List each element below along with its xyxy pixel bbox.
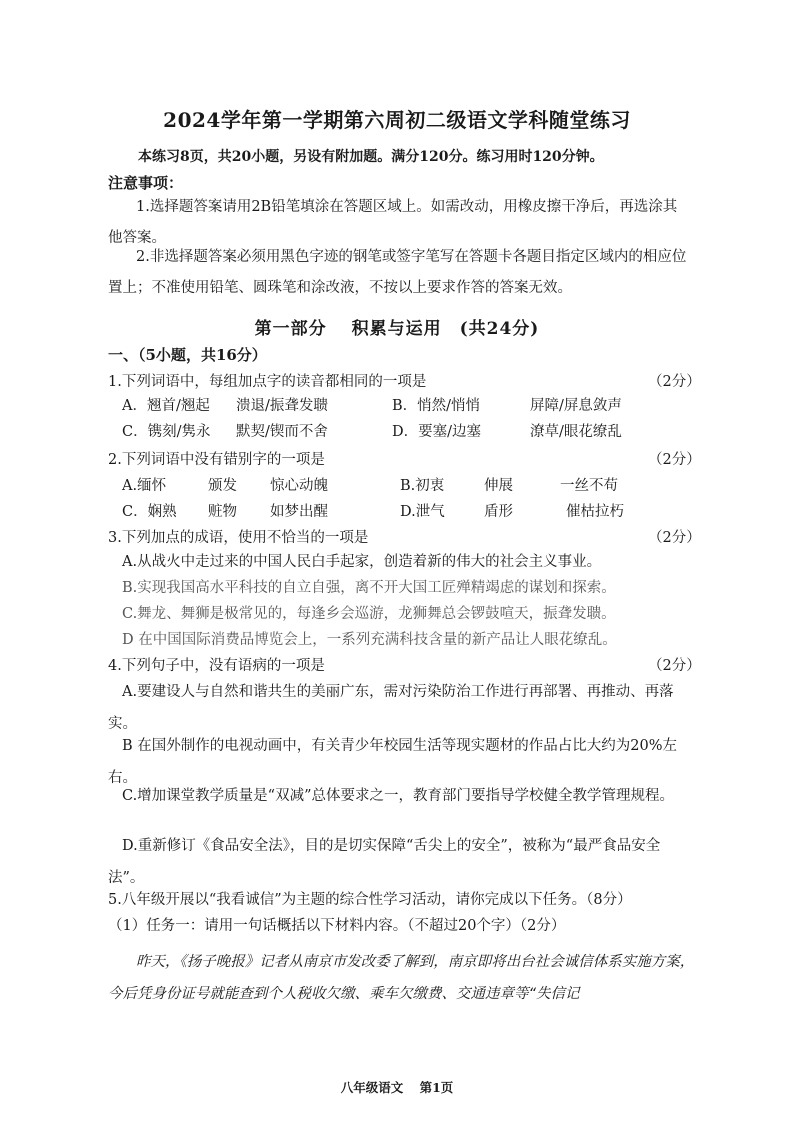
q2-option-c-word2: 赃物 [208, 504, 237, 520]
q4-option-b: B 在国外制作的电视动画中，有关青少年校园生活等现实题材的作品占比大约为20%左右。 [108, 738, 677, 786]
q2-option-b-word3: 一丝不苟 [560, 478, 618, 494]
q4-option-d: D.重新修订《食品安全法》，目的是切实保障“舌尖上的安全”，被称为“最严食品安全法”。 [108, 838, 661, 886]
q1-option-b-word2: 屏障/屏息敛声 [530, 398, 622, 414]
q3-option-b: B.实现我国高水平科技的自立自强，离不开大国工匠殚精竭虑的谋划和探索。 [122, 580, 616, 596]
q2-option-c-word1: C．娴熟 [122, 504, 177, 520]
q3-option-c: C.舞龙、舞狮是极常见的，每逢乡会巡游，龙狮舞总会锣鼓喧天，振聋发聩。 [122, 606, 616, 622]
part-title: 第一部分 积累与运用 (共24分) [254, 319, 540, 339]
q1-option-a-word1: A．翘首/翘起 [122, 398, 210, 414]
rule-1: 1.选择题答案请用2B铅笔填涂在答题区域上。如需改动，用橡皮擦干净后，再选涂其他答案。 [108, 199, 678, 246]
q2-option-a-word1: A.缅怀 [122, 478, 167, 494]
question-2-stem: 2.下列词语中没有错别字的一项是 [108, 452, 325, 468]
question-3-points: （2分） [648, 530, 701, 546]
q1-option-c-word1: C．镌刻/隽永 [122, 424, 211, 440]
q1-option-d-word2: 潦草/眼花缭乱 [530, 424, 622, 440]
q2-option-a-word3: 惊心动魄 [270, 478, 328, 494]
question-3-stem: 3.下列加点的成语，使用不恰当的一项是 [108, 530, 369, 546]
q4-option-a: A.要建设人与自然和谐共生的美丽广东，需对污染防治工作进行再部署、再推动、再落实。 [108, 684, 674, 732]
page-title: 2024学年第一学期第六周初二级语文学科随堂练习 [163, 108, 631, 132]
rule-2: 2.非选择题答案必须用黑色字迹的钢笔或签字笔写在答题卡各题目指定区域内的相应位置上；不准使用铅笔、圆珠笔和涂改液，不按以上要求作答的答案无效。 [108, 249, 687, 296]
question-4-points: （2分） [648, 658, 701, 674]
q2-option-d-word2: 盾形 [484, 504, 513, 520]
material-passage: 昨天，《扬子晚报》记者从南京市发改委了解到，南京即将出台社会诚信体系实施方案，今后凭身份证号就能查到个人税收欠缴、乘车欠缴费、交通违章等“失信记 [108, 954, 695, 1002]
q3-option-d: D 在中国国际消费品博览会上，一系列充满科技含量的新产品让人眼花缭乱。 [122, 632, 617, 648]
question-1-points: （2分） [648, 374, 701, 390]
question-4-stem: 4.下列句子中，没有语病的一项是 [108, 658, 325, 674]
q4-option-c: C.增加课堂教学质量是“双减”总体要求之一，教育部门要指导学校健全教学管理规程。 [122, 788, 675, 804]
question-5-task-1: （1）任务一：请用一句话概括以下材料内容。（不超过20个字）（2分） [108, 918, 566, 934]
q2-option-b-word2: 伸展 [484, 478, 513, 494]
q1-option-b-word1: B．悄然/悄悄 [392, 398, 481, 414]
q2-option-d-word1: D.泄气 [400, 504, 445, 520]
q1-option-a-word2: 溃退/振聋发聩 [236, 398, 328, 414]
q1-option-c-word2: 默契/锲而不舍 [236, 424, 328, 440]
attention-heading: 注意事项： [108, 174, 184, 192]
q2-option-a-word2: 颁发 [208, 478, 237, 494]
page-footer [0, 1078, 794, 1096]
question-1-stem: 1.下列词语中，每组加点字的读音都相同的一项是 [108, 374, 427, 390]
question-2-points: （2分） [648, 452, 701, 468]
q2-option-b-word1: B.初衷 [400, 478, 445, 494]
footer-page-number: 第1页 [419, 1080, 454, 1095]
q3-option-a: A.从战火中走过来的中国人民白手起家，创造着新的伟大的社会主义事业。 [122, 554, 602, 570]
q2-option-d-word3: 催枯拉朽 [566, 504, 624, 520]
q2-option-c-word3: 如梦出醒 [270, 504, 328, 520]
exam-note: 本练习8页，共20小题，另设有附加题。满分120分。练习用时120分钟。 [138, 149, 604, 165]
question-5-stem: 5.八年级开展以“我看诚信”为主题的综合性学习活动，请你完成以下任务。（8分） [108, 892, 632, 908]
footer-subject: 八年级语文 [340, 1080, 404, 1095]
section-heading: 一、（5小题，共16分） [108, 346, 267, 364]
q1-option-d-word1: D．要塞/边塞 [392, 424, 482, 440]
